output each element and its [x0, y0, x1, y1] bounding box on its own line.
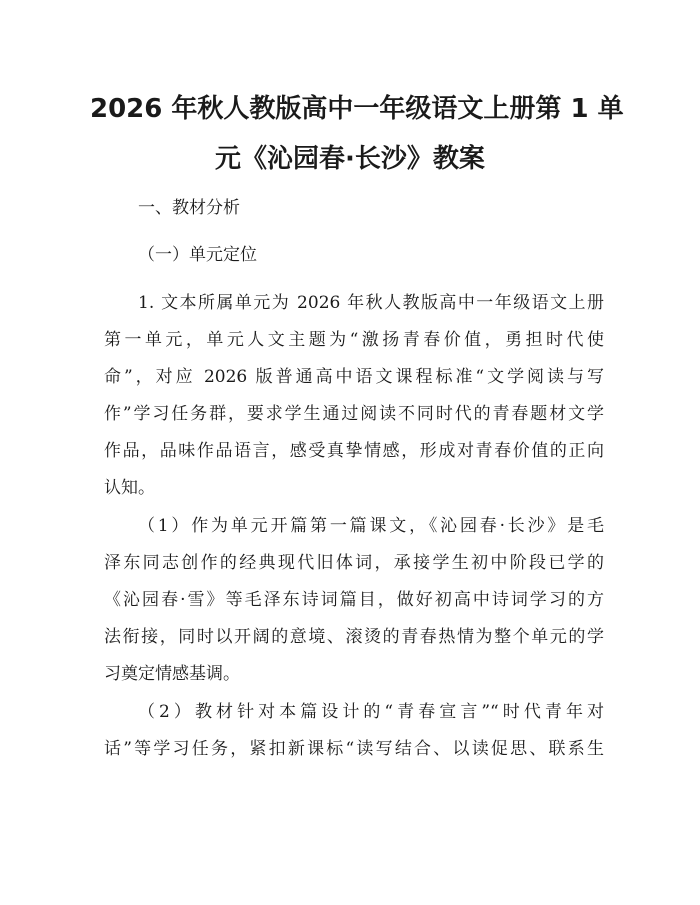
paragraph-line: 话”等学习任务，紧扣新课标“读写结合、以读促思、联系生	[104, 739, 604, 759]
paragraph-line: 1. 文本所属单元为 2026 年秋人教版高中一年级语文上册	[138, 293, 604, 313]
paragraph-line: 习奠定情感基调。	[104, 664, 240, 684]
paragraph-line: 作品，品味作品语言，感受真挚情感，形成对青春价值的正向	[104, 441, 604, 461]
section-heading-teaching-material-analysis: 一、教材分析	[138, 198, 240, 218]
paragraph-line: （1）作为单元开篇第一篇课文，《沁园春·长沙》是毛	[138, 516, 604, 536]
paragraph-line: 泽东同志创作的经典现代旧体词，承接学生初中阶段已学的	[104, 553, 604, 573]
paragraph-line: 作”学习任务群，要求学生通过阅读不同时代的青春题材文学	[104, 404, 604, 424]
paragraph-unit-overview	[104, 285, 604, 507]
paragraph-line: （2）教材针对本篇设计的“青春宣言”“时代青年对	[138, 702, 604, 722]
paragraph-line: 法衔接，同时以开阔的意境、滚烫的青春热情为整个单元的学	[104, 627, 604, 647]
paragraph-line: 命”，对应 2026 版普通高中语文课程标准“文学阅读与写	[104, 367, 604, 387]
subsection-heading-unit-positioning: （一）单元定位	[138, 245, 257, 265]
paragraph-point-2	[104, 694, 604, 768]
paragraph-line: 认知。	[104, 478, 155, 498]
document-title-line-2: 元《沁园春·长沙》教案	[215, 144, 485, 174]
document-title-line-1: 2026 年秋人教版高中一年级语文上册第 1 单	[90, 94, 624, 124]
paragraph-line: 《沁园春·雪》等毛泽东诗词篇目，做好初高中诗词学习的方	[104, 590, 604, 610]
paragraph-line: 第一单元，单元人文主题为“激扬青春价值，勇担时代使	[104, 330, 604, 350]
paragraph-point-1	[104, 508, 604, 693]
